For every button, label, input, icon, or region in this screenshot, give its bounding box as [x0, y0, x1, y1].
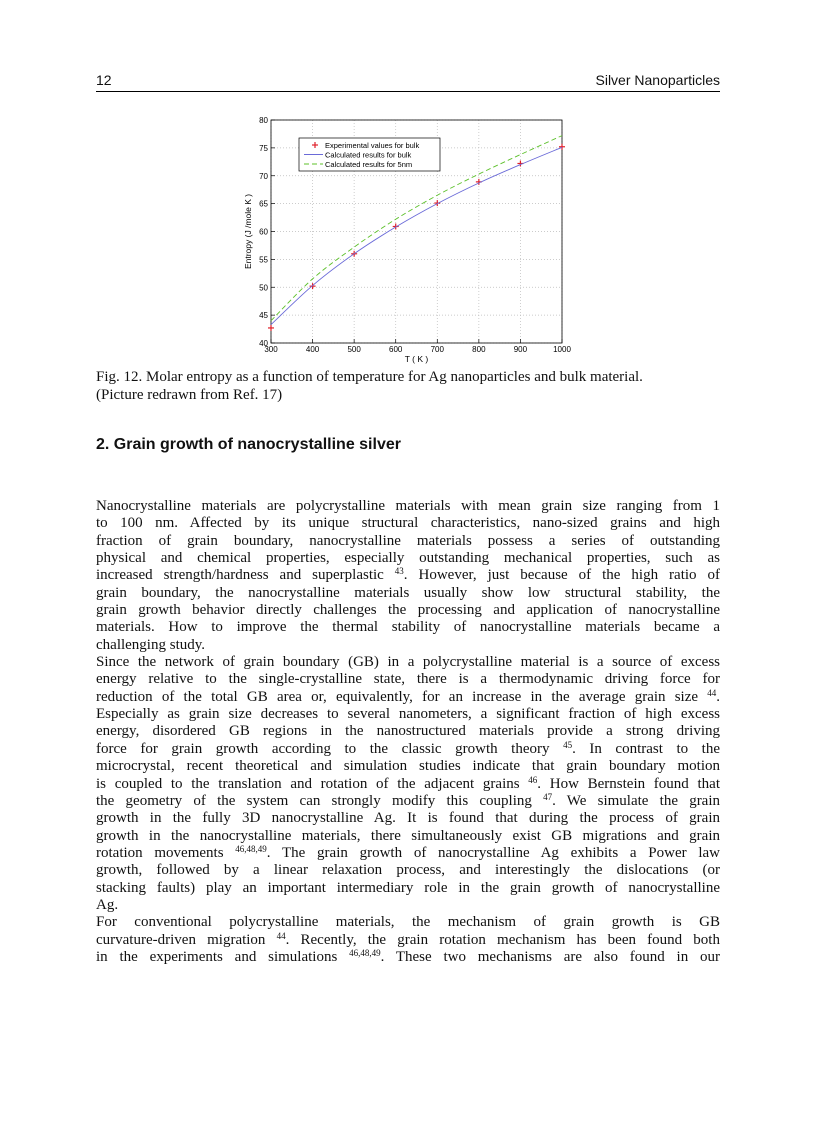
- body-line: [96, 723, 720, 740]
- x-tick-label: 600: [389, 345, 403, 354]
- text-run: growth, followed by a linear relaxation process, and interestingly the dislocations (or: [96, 862, 720, 879]
- citation-superscript: 43: [394, 566, 404, 577]
- body-line: [96, 932, 720, 949]
- figure-caption-line: (Picture redrawn from Ref. 17): [96, 387, 283, 403]
- y-tick-label: 55: [259, 255, 268, 265]
- text-run: increased strength/hardness and superplastic: [96, 567, 395, 584]
- text-run: . These two mechanisms are also found in our: [380, 948, 720, 965]
- text-run: growth in the fully 3D nanocrystalline Ag. It is found that during the process of grain: [96, 810, 720, 827]
- text-run: rotation movements: [96, 844, 236, 861]
- text-run: .: [716, 688, 720, 705]
- text-run: force for grain growth according to the classic growth theory: [96, 740, 564, 757]
- y-tick-label: 40: [259, 339, 268, 348]
- body-line: [96, 619, 720, 636]
- text-run: curvature-driven migration: [96, 931, 277, 948]
- text-run: challenging study.: [96, 636, 206, 653]
- text-run: For conventional polycrystalline materials, the mechanism of grain growth is GB: [96, 914, 720, 931]
- text-run: to 100 nm. Affected by its unique structural characteristics, nano-sized grains and high: [96, 515, 720, 532]
- y-tick-label: 50: [259, 283, 268, 293]
- body-line: [96, 567, 720, 584]
- body-line: [96, 758, 720, 775]
- text-run: is coupled to the translation and rotation of the adjacent grains: [96, 775, 529, 792]
- text-run: physical and chemical properties, especially outstanding mechanical properties, such as: [96, 550, 720, 567]
- text-run: . How Bernstein found that: [537, 775, 720, 792]
- page-number: 12: [96, 72, 112, 88]
- x-tick-label: 300: [264, 345, 278, 354]
- citation-superscript: 44: [707, 687, 717, 698]
- text-run: . Recently, the grain rotation mechanism has been found both: [285, 931, 720, 948]
- section-heading: 2. Grain growth of nanocrystalline silver: [96, 436, 401, 453]
- text-run: energy, disordered GB regions in the nanostructured materials provide a strong driving: [96, 723, 720, 740]
- text-run: in the experiments and simulations: [96, 948, 350, 965]
- body-line: [96, 862, 720, 879]
- running-title: Silver Nanoparticles: [595, 72, 720, 88]
- text-run: stacking faults) play an important intermediary role in the grain growth of nanocrystalline: [96, 879, 720, 896]
- legend-label: Calculated results for 5nm: [325, 160, 413, 169]
- x-tick-label: 1000: [553, 345, 571, 354]
- body-line: [96, 828, 720, 845]
- citation-superscript: 44: [276, 930, 286, 941]
- text-run: . However, just because of the high ratio of: [403, 567, 720, 584]
- entropy-chart: [240, 110, 580, 370]
- body-line: [96, 880, 720, 897]
- body-line: [96, 602, 720, 619]
- header-rule: [96, 91, 720, 92]
- text-run: microcrystal, recent theoretical and simulation studies indicate that grain boundary motion: [96, 758, 720, 775]
- citation-superscript: 45: [563, 739, 573, 750]
- citation-superscript: 46: [528, 774, 538, 785]
- body-line: [96, 515, 720, 532]
- text-run: fraction of grain boundary, nanocrystalline materials possess a series of outstanding: [96, 532, 720, 549]
- body-line: [96, 741, 720, 758]
- body-line: [96, 498, 720, 515]
- text-run: grain growth behavior directly challenges the processing and application of nanocrystalline: [96, 602, 720, 619]
- text-run: . The grain growth of nanocrystalline Ag exhibits a Power law: [266, 844, 721, 861]
- legend-label: Experimental values for bulk: [325, 141, 420, 150]
- body-line: [96, 793, 720, 810]
- body-line: [96, 585, 720, 602]
- body-line: [96, 654, 720, 671]
- body-line: [96, 550, 720, 567]
- y-tick-label: 80: [259, 116, 268, 125]
- x-tick-label: 500: [347, 345, 361, 354]
- body-text: [96, 498, 720, 966]
- text-run: . In contrast to the: [572, 740, 720, 757]
- text-run: the geometry of the system can strongly modify this coupling: [96, 792, 544, 809]
- x-tick-label: 800: [472, 345, 486, 354]
- text-run: reduction of the total GB area or, equivalently, for an increase in the average grain size: [96, 688, 708, 705]
- body-line: [96, 897, 720, 914]
- y-tick-label: 75: [259, 143, 268, 153]
- text-run: Nanocrystalline materials are polycrystalline materials with mean grain size ranging from 1: [96, 498, 720, 514]
- body-line: [96, 671, 720, 688]
- body-line: [96, 810, 720, 827]
- text-run: materials. How to improve the thermal stability of nanocrystalline materials became a: [96, 619, 720, 636]
- y-axis-label: Entropy (J /mole K ): [243, 193, 253, 270]
- text-run: grain boundary, the nanocrystalline materials usually show low structural stability, the: [96, 584, 720, 601]
- citation-superscript: 46,48,49: [349, 947, 381, 958]
- x-tick-label: 900: [513, 345, 528, 354]
- body-line: [96, 914, 720, 931]
- text-run: Especially as grain size decreases to several nanometers, a significant fraction of high excess: [96, 706, 720, 723]
- legend-label: Calculated results for bulk: [325, 150, 412, 160]
- body-line: [96, 706, 720, 723]
- figure-caption-line: Fig. 12. Molar entropy as a function of temperature for Ag nanoparticles and bulk material.: [96, 369, 643, 385]
- y-tick-label: 65: [259, 199, 268, 209]
- citation-superscript: 47: [543, 791, 553, 802]
- body-line: [96, 949, 720, 966]
- text-run: growth in the nanocrystalline materials, there simultaneously exist GB migrations and grain: [96, 827, 720, 844]
- y-tick-label: 45: [259, 311, 268, 321]
- text-run: Ag.: [96, 896, 119, 913]
- body-line: [96, 776, 720, 793]
- y-tick-label: 70: [259, 171, 268, 181]
- body-line: [96, 689, 720, 706]
- body-line: [96, 845, 720, 862]
- text-run: energy relative to the single-crystalline state, there is a thermodynamic driving force for: [96, 671, 720, 688]
- y-tick-label: 60: [259, 227, 268, 237]
- x-axis-label: T ( K ): [404, 354, 429, 364]
- citation-superscript: 46,48,49: [235, 843, 267, 854]
- x-tick-label: 700: [430, 345, 444, 354]
- text-run: Since the network of grain boundary (GB) in a polycrystalline material is a source of excess: [96, 654, 720, 671]
- body-line: [96, 637, 720, 654]
- body-line: [96, 533, 720, 550]
- x-tick-label: 400: [305, 345, 320, 354]
- text-run: . We simulate the grain: [552, 792, 721, 809]
